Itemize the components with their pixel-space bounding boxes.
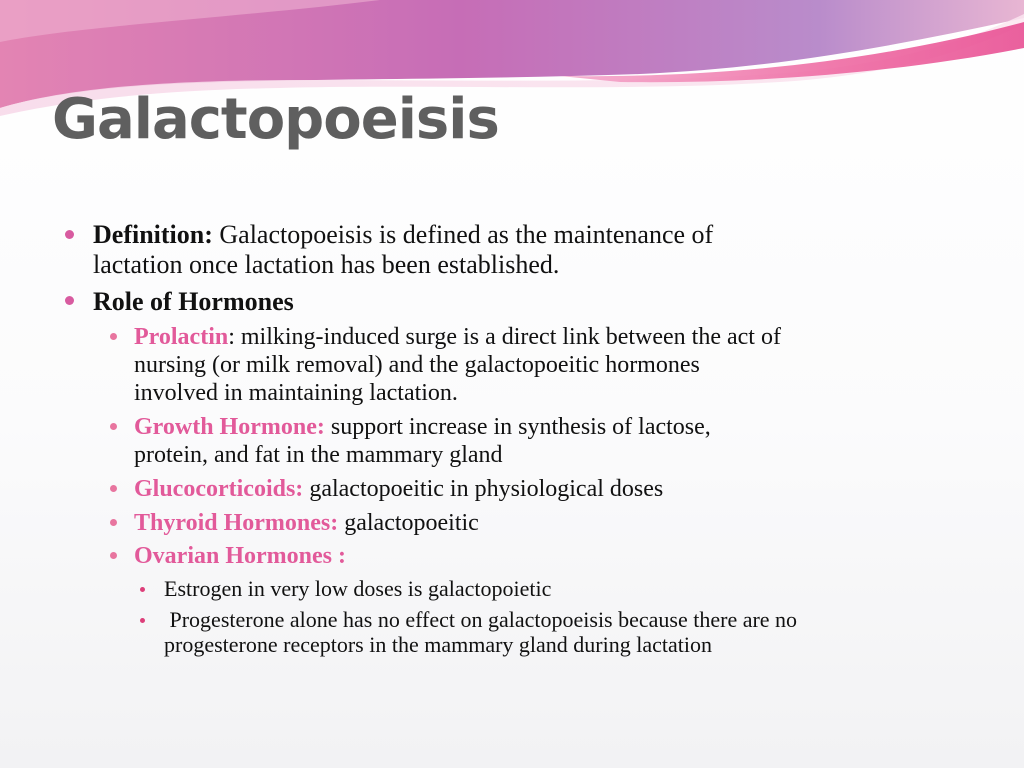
bullet-dot-icon [140,587,145,592]
bullet-dot-icon [110,552,117,559]
role-term: Role of Hormones [93,287,294,316]
prolactin-term: Prolactin [134,324,229,350]
prolactin-text: : milking-induced surge is a direct link between the act of [228,324,781,350]
list-item-definition [93,222,713,248]
prolactin-text-line3: involved in maintaining lactation. [134,380,458,406]
bullet-dot-icon [110,485,117,492]
list-item-growth-hormone [134,415,711,439]
bullet-dot-icon [110,519,117,526]
growth-text-line2: protein, and fat in the mammary gland [134,442,503,468]
progesterone-text-line2: progesterone receptors in the mammary gland during lactation [164,632,712,657]
bullet-dot-icon [110,333,117,340]
definition-term: Definition: [93,220,213,249]
thyroid-text: galactopoeitic [338,510,479,536]
list-item-role-of-hormones [93,289,294,315]
bullet-dot-icon [65,296,74,305]
definition-text: Galactopoeisis is defined as the maintenance of [212,220,714,249]
ovarian-term: Ovarian Hormones : [134,543,346,569]
bullet-dot-icon [110,423,117,430]
growth-text: support increase in synthesis of lactose, [324,414,711,440]
list-item-ovarian-hormones [134,544,346,568]
prolactin-text-line2: nursing (or milk removal) and the galactopoeitic hormones [134,352,700,378]
definition-text-line2: lactation once lactation has been established. [93,250,560,279]
list-item-thyroid-hormones [134,511,479,535]
bullet-dot-icon [140,618,145,623]
list-item-glucocorticoids [134,477,663,501]
growth-term: Growth Hormone: [134,414,325,440]
bullet-dot-icon [65,230,74,239]
thyroid-term: Thyroid Hormones: [134,510,339,536]
slide-title: Galactopoeisis [52,87,499,152]
list-item-progesterone: Progesterone alone has no effect on galactopoeisis because there are no [164,607,798,632]
list-item-prolactin [134,325,781,349]
gluco-text: galactopoeitic in physiological doses [303,476,664,502]
list-item-estrogen: Estrogen in very low doses is galactopoietic [164,576,552,601]
gluco-term: Glucocorticoids: [134,476,304,502]
